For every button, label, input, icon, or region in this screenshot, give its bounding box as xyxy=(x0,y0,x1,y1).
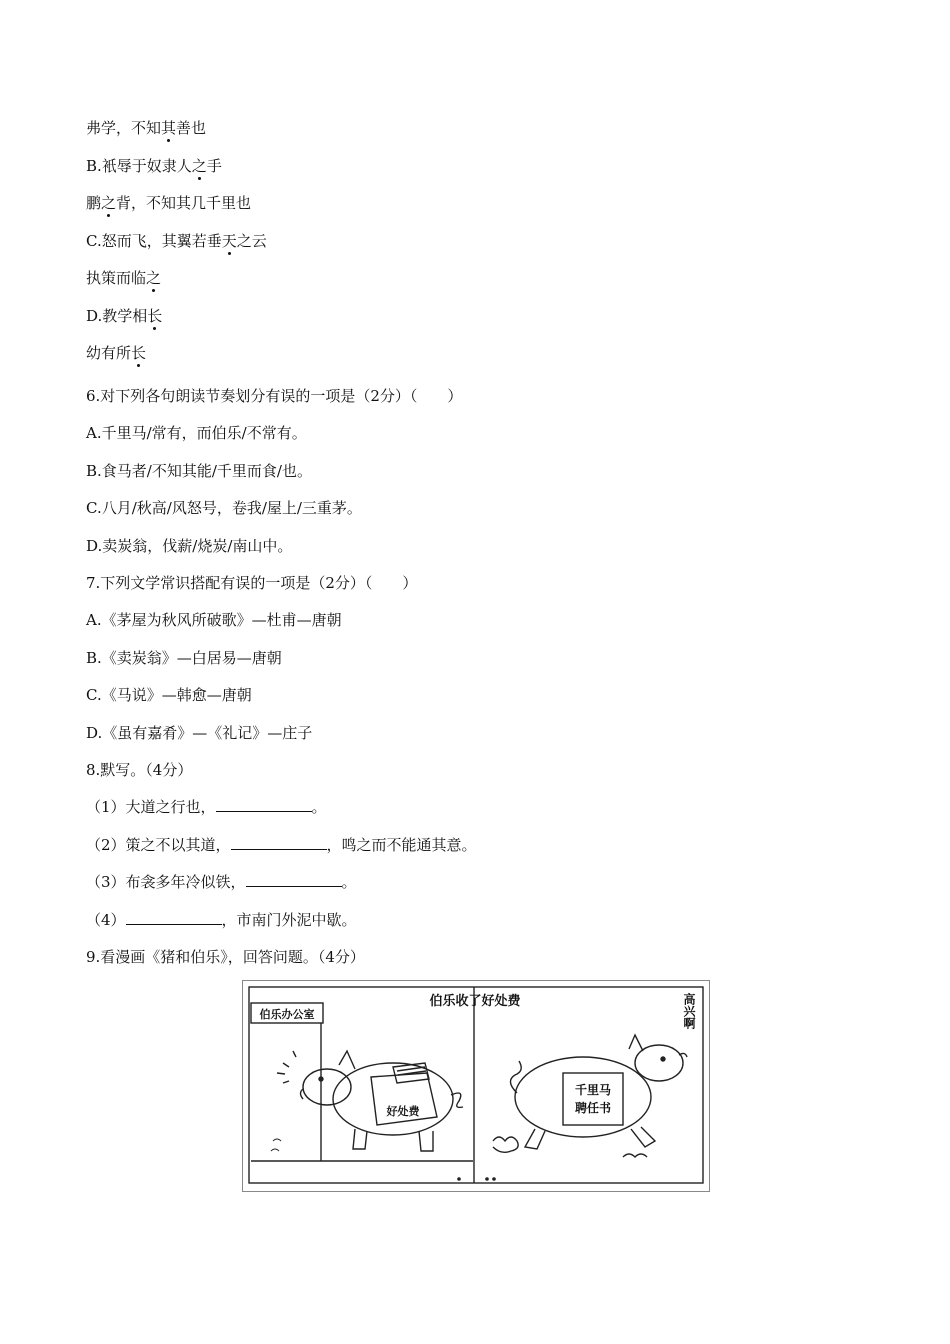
q6-option-c: C.八月/秋高/风怒号，卷我/屋上/三重茅。 xyxy=(86,499,362,517)
q7-stem: 7.下列文学常识搭配有误的一项是（2分）（ ） xyxy=(86,574,418,592)
q8-item-4: （4） ，市南门外泥中歇。 xyxy=(86,911,357,929)
text-line-6: D.教学相长 xyxy=(86,307,163,325)
q8-item-1: （1）大道之行也， 。 xyxy=(86,798,327,816)
q6-option-b: B.食马者/不知其能/千里而食/也。 xyxy=(86,462,312,480)
q8-stem: 8.默写。（4分） xyxy=(86,761,193,779)
text-line-3: 鹏之背，不知其几千里也 xyxy=(86,194,252,212)
q6-stem: 6.对下列各句朗读节奏划分有误的一项是（2分）（ ） xyxy=(86,387,463,405)
answer-blank[interactable] xyxy=(231,835,327,850)
text-line-2: B.衹辱于奴隶人之手 xyxy=(86,157,222,175)
q6-option-a: A.千里马/常有，而伯乐/不常有。 xyxy=(86,424,307,442)
answer-blank[interactable] xyxy=(216,797,312,812)
text-line-7: 幼有所长 xyxy=(86,344,147,362)
text-line-5: 执策而临之 xyxy=(86,269,162,287)
bag-label: 好处费 xyxy=(386,1105,420,1118)
exclaim-text: 高兴啊 xyxy=(682,993,696,1029)
answer-blank[interactable] xyxy=(246,872,342,887)
text-line-4: C.怒而飞，其翼若垂天之云 xyxy=(86,232,267,250)
q7-option-d: D.《虽有嘉肴》—《礼记》—庄子 xyxy=(86,724,313,742)
q8-item-3: （3）布衾多年冷似铁， 。 xyxy=(86,873,357,891)
office-sign: 伯乐办公室 xyxy=(259,1008,315,1021)
certificate-line-2: 聘任书 xyxy=(574,1101,612,1115)
q7-option-b: B.《卖炭翁》—白居易—唐朝 xyxy=(86,649,282,667)
q7-option-a: A.《茅屋为秋风所破歌》—杜甫—唐朝 xyxy=(86,611,342,629)
q9-stem: 9.看漫画《猪和伯乐》，回答问题。（4分） xyxy=(86,948,365,966)
comic-title: 伯乐收了好处费 xyxy=(429,994,521,1009)
certificate-line-1: 千里马 xyxy=(574,1083,612,1097)
comic-pig-and-bole xyxy=(242,980,710,1192)
answer-blank[interactable] xyxy=(126,910,222,925)
text-line-1: 弗学，不知其善也 xyxy=(86,119,207,137)
q8-item-2: （2）策之不以其道， ，鸣之而不能通其意。 xyxy=(86,836,477,854)
q7-option-c: C.《马说》—韩愈—唐朝 xyxy=(86,686,252,704)
q6-option-d: D.卖炭翁，伐薪/烧炭/南山中。 xyxy=(86,537,293,555)
